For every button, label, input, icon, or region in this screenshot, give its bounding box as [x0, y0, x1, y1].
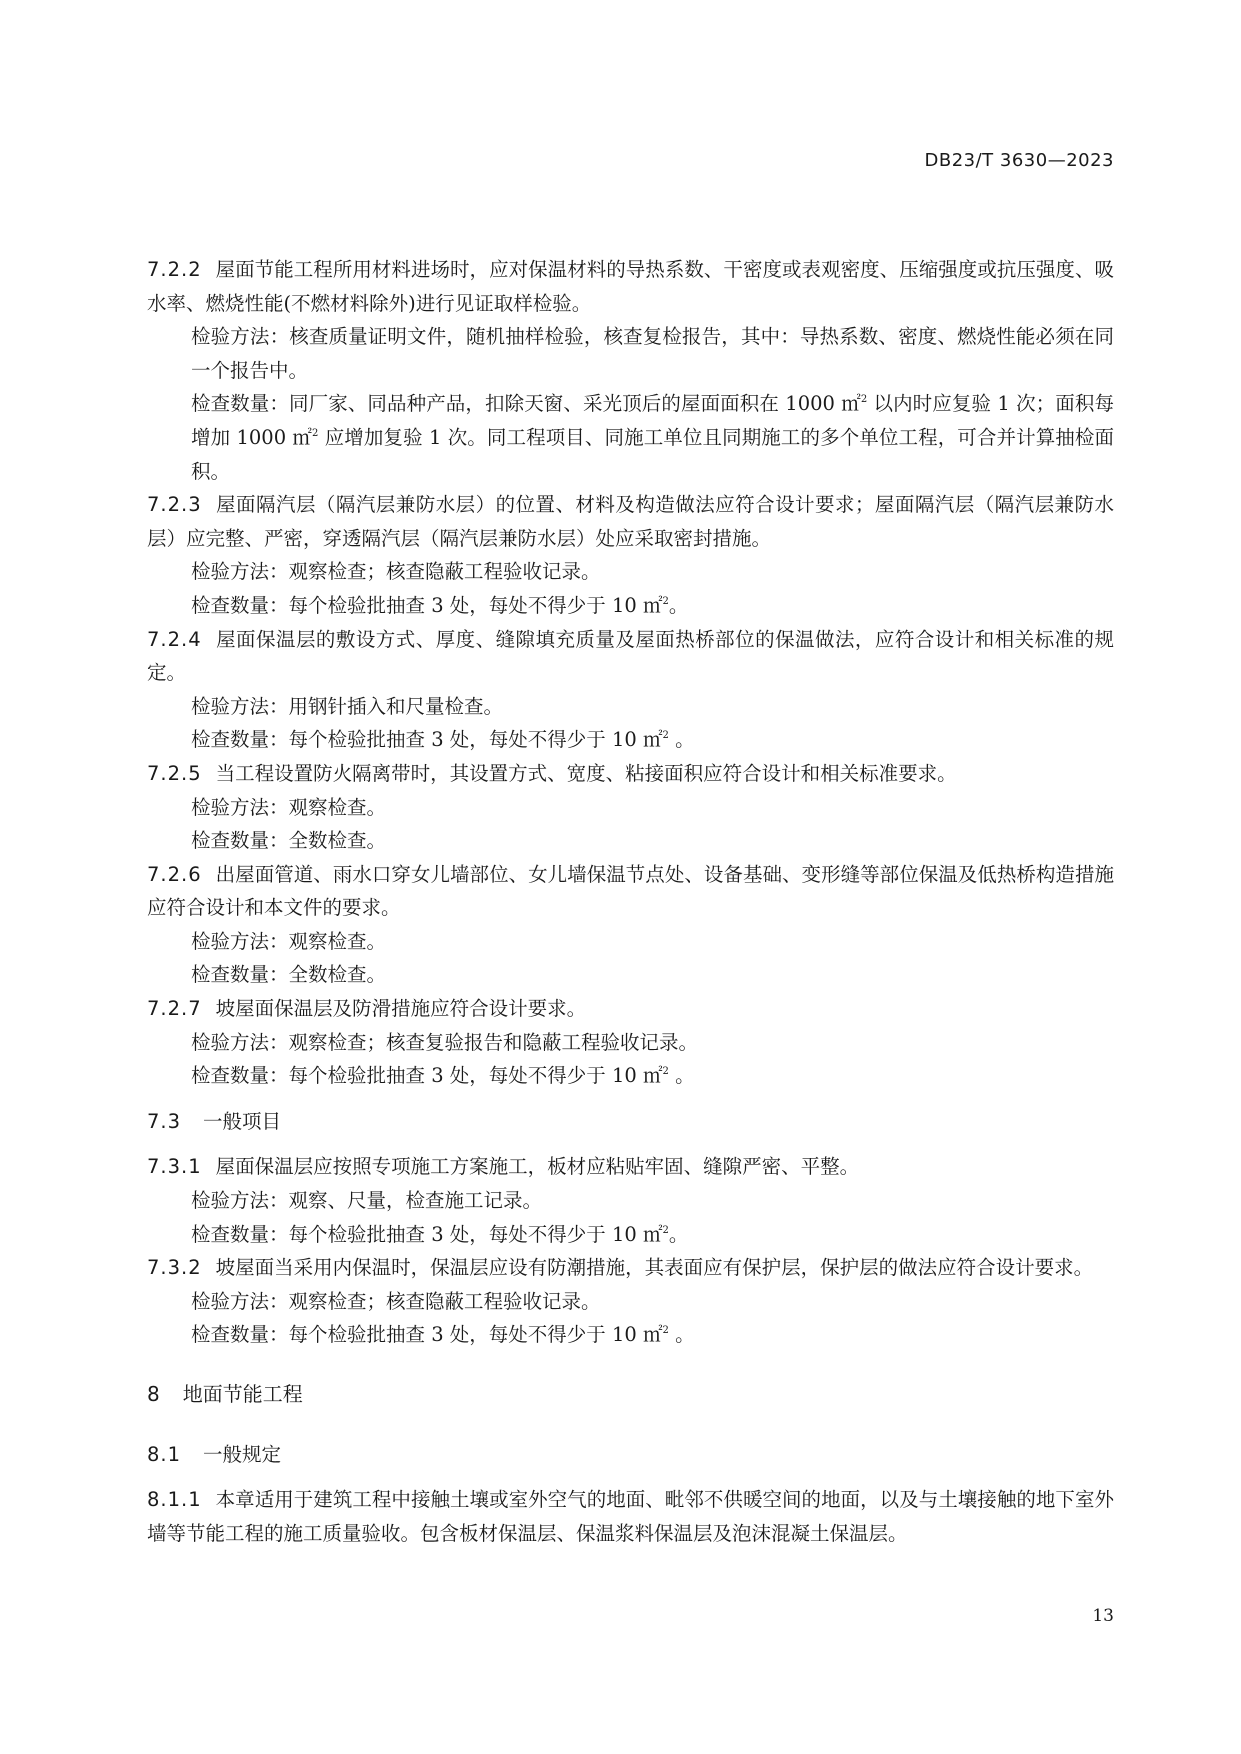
clause-7-2-5 [147, 757, 1114, 791]
superscript-mark: 2 [662, 595, 669, 607]
inspection-method: 检验方法：观察检查。 [191, 929, 387, 953]
clause-7-2-2 [147, 253, 1114, 320]
clause-number: 7.3.2 [147, 1256, 202, 1280]
inspection-method: 检验方法：观察检查；核查隐蔽工程验收记录。 [191, 1289, 601, 1313]
clause-text: 坡屋面当采用内保温时，保温层应设有防潮措施，其表面应有保护层，保护层的做法应符合设计要求。 [215, 1256, 1094, 1280]
section-number: 7.3 [147, 1109, 182, 1133]
quantity-end: 。 [668, 1064, 695, 1088]
inspection-method: 检验方法：用钢针插入和尺量检查。 [191, 694, 504, 718]
spacer [147, 1138, 1114, 1150]
clause-number: 7.2.2 [147, 258, 202, 281]
chapter-heading-8 [147, 1378, 1114, 1412]
quantity-text: 检查数量：每个检验批抽查 3 处，每处不得少于 10 ㎡ [191, 593, 663, 617]
chapter-title: 地面节能工程 [182, 1382, 303, 1406]
quantity-end: 。 [668, 593, 689, 617]
clause-number: 7.2.5 [147, 761, 202, 785]
quantity-end: 。 [668, 1222, 689, 1246]
clause-text: 屋面保温层应按照专项施工方案施工，板材应粘贴牢固、缝隙严密、平整。 [215, 1155, 860, 1179]
page-content [147, 253, 1114, 1550]
inspection-quantity [147, 723, 1114, 757]
section-title: 一般项目 [203, 1109, 282, 1133]
superscript-mark: 2 [662, 730, 669, 742]
superscript-mark: 2 [662, 1066, 669, 1078]
quantity-text: 检查数量：每个检验批抽查 3 处，每处不得少于 10 ㎡ [191, 1064, 663, 1088]
superscript-mark: 2 [662, 1224, 669, 1236]
quantity-text-part-1: 检查数量：同厂家、同品种产品，扣除天窗、采光顶后的屋面面积在 1000 ㎡ [191, 392, 861, 416]
clause-text: 屋面隔汽层（隔汽层兼防水层）的位置、材料及构造做法应符合设计要求；屋面隔汽层（隔汽层兼防水层）应完整、严密，穿透隔汽层（隔汽层兼防水层）处应采取密封措施。 [147, 493, 1114, 550]
clause-8-1-1 [147, 1483, 1114, 1550]
clause-text: 出屋面管道、雨水口穿女儿墙部位、女儿墙保温节点处、设备基础、变形缝等部位保温及低热桥构造措施应符合设计和本文件的要求。 [147, 862, 1114, 920]
chapter-number: 8 [147, 1382, 161, 1406]
section-title: 一般规定 [203, 1442, 282, 1466]
quantity-end: 。 [668, 728, 695, 752]
clause-number: 8.1.1 [147, 1488, 202, 1512]
inspection-quantity [147, 1218, 1114, 1252]
inspection-quantity [147, 1318, 1114, 1352]
quantity-text: 检查数量：每个检验批抽查 3 处，每处不得少于 10 ㎡ [191, 728, 663, 752]
quantity-text: 检查数量：每个检验批抽查 3 处，每处不得少于 10 ㎡ [191, 1323, 663, 1347]
clause-text: 本章适用于建筑工程中接触土壤或室外空气的地面、毗邻不供暖空间的地面，以及与土壤接触的地下室外墙等节能工程的施工质量验收。包含板材保温层、保温浆料保温层及泡沫混凝土保温层。 [147, 1488, 1114, 1545]
clause-number: 7.2.3 [147, 493, 202, 517]
clause-7-2-3 [147, 488, 1114, 555]
superscript-mark: 2 [312, 427, 319, 439]
inspection-quantity: 检查数量：全数检查。 [191, 963, 387, 987]
clause-text: 当工程设置防火隔离带时，其设置方式、宽度、粘接面积应符合设计和相关标准要求。 [215, 761, 957, 785]
document-code: DB23/T 3630—2023 [924, 150, 1114, 171]
spacer [147, 1352, 1114, 1378]
spacer [147, 1471, 1114, 1483]
inspection-quantity: 检查数量：全数检查。 [191, 829, 387, 853]
inspection-method: 检验方法：观察检查；核查隐蔽工程验收记录。 [191, 560, 601, 584]
superscript-mark: 2 [662, 1325, 669, 1337]
clause-text: 屋面节能工程所用材料进场时，应对保温材料的导热系数、干密度或表观密度、压缩强度或抗压强度、吸水率、燃烧性能(不燃材料除外)进行见证取样检验。 [147, 258, 1114, 315]
section-number: 8.1 [147, 1442, 182, 1466]
clause-number: 7.2.7 [147, 997, 202, 1021]
section-heading-8-1 [147, 1438, 1114, 1472]
spacer [147, 1412, 1114, 1438]
clause-text: 坡屋面保温层及防滑措施应符合设计要求。 [215, 997, 587, 1021]
inspection-quantity [147, 589, 1114, 623]
clause-7-3-2 [147, 1251, 1114, 1285]
inspection-method: 检验方法：观察检查。 [191, 795, 387, 819]
clause-7-2-4 [147, 623, 1114, 690]
quantity-end: 。 [668, 1323, 695, 1347]
clause-number: 7.2.6 [147, 862, 202, 886]
quantity-text-part-3: 应增加复验 1 次。同工程项目、同施工单位且同期施工的多个单位工程，可合并计算抽检面积。 [191, 425, 1114, 483]
clause-number: 7.2.4 [147, 627, 202, 651]
clause-number: 7.3.1 [147, 1155, 202, 1179]
inspection-method: 检验方法：观察检查；核查复验报告和隐蔽工程验收记录。 [191, 1030, 699, 1054]
clause-7-3-1 [147, 1150, 1114, 1184]
section-heading-7-3 [147, 1105, 1114, 1139]
page-number: 13 [1092, 1606, 1114, 1626]
quantity-text-part-2: 以内时应复验 1 次；面积每增加 1000 ㎡ [191, 392, 1114, 449]
clause-text: 屋面保温层的敷设方式、厚度、缝隙填充质量及屋面热桥部位的保温做法，应符合设计和相关标准的规定。 [147, 627, 1114, 685]
inspection-quantity [147, 1059, 1114, 1093]
inspection-method: 检验方法：核查质量证明文件，随机抽样检验，核查复检报告，其中：导热系数、密度、燃烧性能必须在同一个报告中。 [191, 325, 1114, 382]
quantity-text: 检查数量：每个检验批抽查 3 处，每处不得少于 10 ㎡ [191, 1222, 663, 1246]
inspection-method: 检验方法：观察、尺量，检查施工记录。 [191, 1189, 543, 1213]
superscript-mark: 2 [860, 394, 868, 406]
spacer [147, 1093, 1114, 1105]
clause-7-2-6 [147, 858, 1114, 925]
clause-7-2-7 [147, 992, 1114, 1026]
inspection-quantity [147, 387, 1114, 488]
